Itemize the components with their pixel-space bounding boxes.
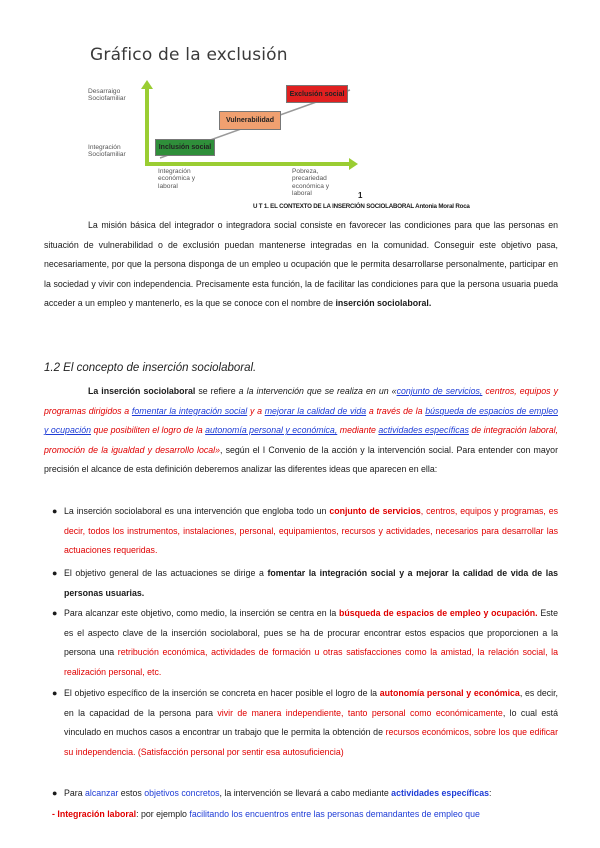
bullet-item-1 xyxy=(52,502,558,561)
bullet-icon: ● xyxy=(52,506,58,516)
bullet-item-3 xyxy=(52,604,558,682)
y-axis-top-label xyxy=(88,88,126,103)
section-title: 1.2 El concepto de inserción sociolaboral. xyxy=(44,362,257,374)
x-axis-arrowhead xyxy=(349,158,358,170)
y-axis-top-line2: Sociofamiliar xyxy=(88,95,126,103)
bullet-4-highlight: autonomía personal y económica xyxy=(379,688,520,698)
link-actividades-especificas[interactable]: actividades específicas xyxy=(378,425,469,436)
bullet-5-text-e: , la intervención se llevará a cabo mediante xyxy=(219,788,392,798)
running-footer: U T 1. EL CONTEXTO DE LA INSERCIÓN SOCIOLABORAL Antonia Moral Roca xyxy=(253,203,470,210)
bullet-5-text-a: Para xyxy=(64,788,86,798)
bullet-4-text-a: El objetivo específico de la inserción se concreta en hacer posible el logro de la xyxy=(64,688,380,698)
intro-text: La misión básica del integrador o integradora social consiste en favorecer las condiciones para que las personas en situación de vulnerabilidad o de exclusión puedan mantenerse integradas en la comunidad. Conseguir este objetivo pasa, necesariamente, por que la persona disponga de un empleo u ocupación que le permita desarrollarse personalmente, participar en la sociedad y vivir con independencia. Precisamente esta función, la de facilitar las condiciones para que la persona usuaria pueda acceder a un empleo y mantenerlo, es la que se conoce con el nombre de xyxy=(44,220,558,309)
definition-tail: , según el I Convenio de la acción y la intervención social. Para entender con mayor precisión el alcance de esta definición deberemos analizar las diferentes ideas que aparecen en ella: xyxy=(44,444,558,475)
definition-italic-1: a la intervención que se realiza en un « xyxy=(238,386,397,396)
bullet-icon: ● xyxy=(52,788,58,798)
bullet-icon: ● xyxy=(52,608,58,618)
definition-red-2: de integración laboral, promoción de la igualdad y desarrollo local» xyxy=(44,425,558,455)
definition-italic-5: mediante xyxy=(337,425,379,436)
bullet-item-4 xyxy=(52,684,558,762)
link-autonomia[interactable]: autonomía personal y económica, xyxy=(205,425,338,436)
y-axis-bottom-line1: Integración xyxy=(88,144,121,151)
x-axis-right-line2: precariedad xyxy=(292,175,327,183)
bullet-2-highlight: fomentar la integración social y a mejorar la calidad de vida de las personas usuarias. xyxy=(64,568,558,598)
x-axis-left-line3: laboral xyxy=(158,182,178,190)
link-conjunto-servicios[interactable]: conjunto de servicios, xyxy=(396,386,483,396)
page-number: 1 xyxy=(358,191,363,200)
bullet-3-text-c: Este es el aspecto clave de la inserción sociolaboral, pues se ha de procurar encontrar estos espacios que proporcionen a la persona una xyxy=(64,608,558,658)
definition-lead: La inserción sociolaboral xyxy=(88,386,196,396)
bullet-5-alcanzar: alcanzar xyxy=(85,788,119,798)
bullet-icon: ● xyxy=(52,688,58,698)
bullet-item-5 xyxy=(52,784,558,804)
bullet-3-text-d: retribución económica, actividades de formación u otras satisfacciones como la amistad, la relación social, la realización personal, etc. xyxy=(64,647,559,677)
intro-paragraph xyxy=(44,216,558,314)
x-axis-right-line1: Pobreza, xyxy=(292,168,319,175)
bullet-3-highlight: búsqueda de espacios de empleo y ocupación. xyxy=(339,608,538,618)
box-vulnerability: Vulnerabilidad xyxy=(219,111,281,130)
link-fomentar-integracion[interactable]: fomentar la integración social xyxy=(131,405,248,416)
x-axis-right-label xyxy=(292,168,329,198)
definition-paragraph xyxy=(44,382,558,480)
bullet-5-text-c: estos xyxy=(118,788,145,798)
bullet-1-text-a: La inserción sociolaboral es una intervención que engloba todo un xyxy=(64,506,330,516)
bullet-4-text-e: , lo cual está vinculado en muchos casos a encontrar un trabajo que le permita la obtención de xyxy=(64,707,559,738)
bullet-1-highlight: conjunto de servicios xyxy=(329,506,421,516)
y-axis-bottom-label xyxy=(88,144,126,159)
y-axis-line xyxy=(145,88,149,166)
dash-item-label: - Integración laboral xyxy=(52,809,137,819)
bullet-item-2 xyxy=(52,564,558,603)
definition-italic-3: a través de la xyxy=(366,405,426,416)
link-busqueda-empleo[interactable]: búsqueda de espacios de empleo y ocupación xyxy=(44,405,558,436)
bullet-2-text-a: El objetivo general de las actuaciones se dirige a xyxy=(64,568,268,578)
intro-bold-term: inserción sociolaboral. xyxy=(335,298,432,309)
y-axis-bottom-line2: Sociofamiliar xyxy=(88,151,126,159)
definition-red-1: centros, equipos y programas dirigidos a xyxy=(44,386,559,416)
x-axis-left-label xyxy=(158,168,195,190)
x-axis-right-line3: económica y xyxy=(292,182,330,190)
bullet-1-text-c: , centros, equipos y programas, es decir, todos los instrumentos, instalaciones, personal, equipamientos, recursos y actividades, necesarios para desarrollar las actuaciones requeridas. xyxy=(64,506,559,556)
x-axis-left-line1: Integración xyxy=(158,168,191,175)
y-axis-arrowhead xyxy=(141,80,153,89)
bullet-4-text-f: recursos económicos, sobre los que edificar su independencia. (Satisfacción personal por sentir esa autosuficiencia) xyxy=(64,727,558,757)
box-exclusion-social: Exclusión social xyxy=(286,85,348,103)
bullet-5-actividades: actividades específicas xyxy=(391,788,489,798)
y-axis-top-line1: Desarraigo xyxy=(88,88,121,95)
bullet-4-text-d: vivir de manera independiente, tanto personal como económicamente xyxy=(217,707,503,718)
definition-italic-2: y a xyxy=(247,405,265,416)
bullet-3-text-a: Para alcanzar este objetivo, como medio, la inserción se centra en la xyxy=(64,608,340,618)
x-axis-right-line4: laboral xyxy=(292,190,312,198)
bullet-4-text-c: , es decir, en la capacidad de la persona para xyxy=(64,688,558,718)
bullet-icon: ● xyxy=(52,568,58,578)
definition-verb: se refiere xyxy=(195,386,239,396)
bullet-5-objetivos: objetivos concretos xyxy=(144,788,220,798)
figure-title: Gráfico de la exclusión xyxy=(90,45,288,65)
dash-item-integracion-laboral xyxy=(52,805,558,825)
definition-italic-4: que posibiliten el logro de la xyxy=(90,425,206,436)
bullet-5-colon: : xyxy=(488,788,492,798)
box-inclusion-social: Inclusión social xyxy=(155,139,215,156)
x-axis-line xyxy=(145,162,350,166)
link-mejorar-calidad[interactable]: mejorar la calidad de vida xyxy=(264,405,367,416)
dash-item-text-a: : por ejemplo xyxy=(136,809,190,819)
dash-item-text-b: facilitando los encuentros entre las personas demandantes de empleo que xyxy=(189,809,480,819)
x-axis-left-line2: económica y xyxy=(158,175,196,183)
